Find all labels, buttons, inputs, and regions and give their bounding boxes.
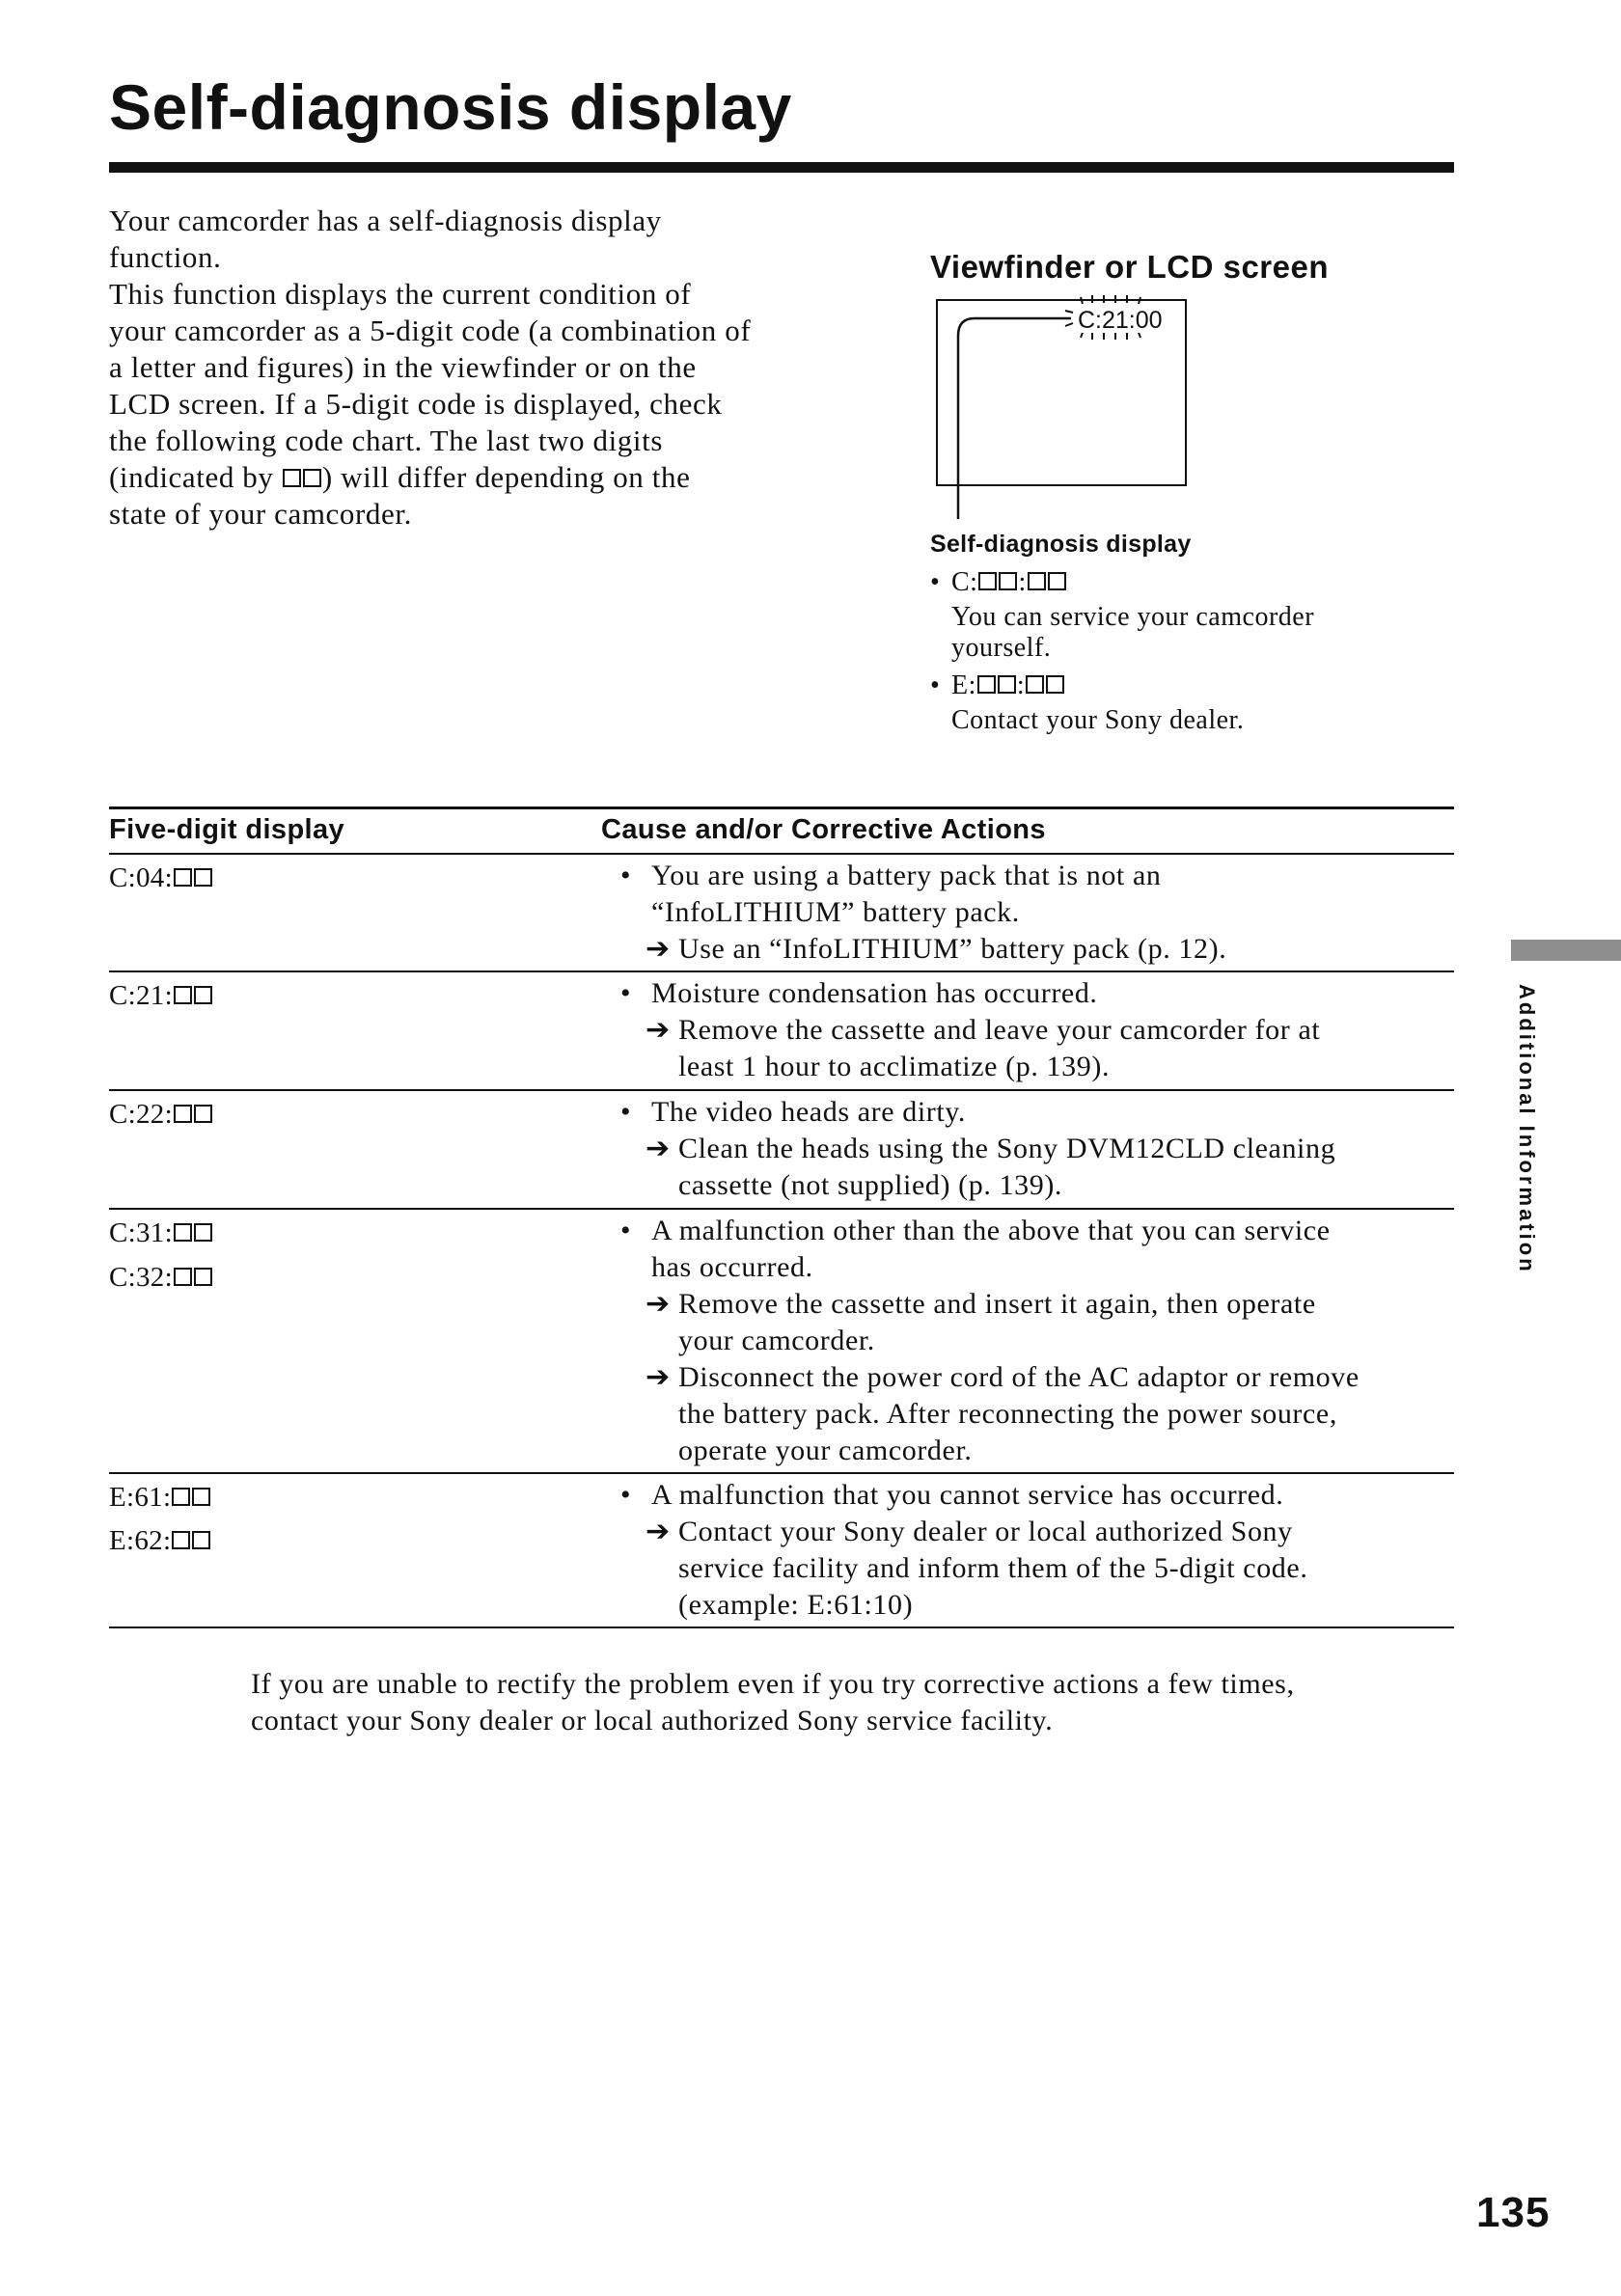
table-row-rule bbox=[109, 1089, 1454, 1091]
bullet: • bbox=[620, 1096, 632, 1128]
cause-line: A malfunction other than the above that you can service bbox=[651, 1215, 1331, 1246]
intro-line: LCD screen. If a 5-digit code is displayed, check bbox=[109, 387, 723, 421]
action-line: your camcorder. bbox=[678, 1325, 875, 1356]
page-number: 135 bbox=[1476, 2189, 1551, 2236]
section-label: Additional Information bbox=[1515, 984, 1539, 1274]
cause-line: A malfunction that you cannot service has occurred. bbox=[651, 1479, 1284, 1511]
page-title: Self-diagnosis display bbox=[109, 71, 792, 143]
bullet: • bbox=[930, 567, 941, 597]
bullet: • bbox=[930, 670, 941, 700]
placeholder-box-icon bbox=[1028, 572, 1046, 590]
action-line: Clean the heads using the Sony DVM12CLD cleaning bbox=[678, 1133, 1336, 1164]
bullet: • bbox=[620, 1479, 632, 1511]
code-text: E:62: bbox=[109, 1525, 172, 1556]
table-code bbox=[109, 1101, 213, 1129]
placeholder-box-icon bbox=[174, 1105, 192, 1123]
diag-code-prefix: C: bbox=[951, 567, 978, 597]
intro-line: the following code chart. The last two digits bbox=[109, 424, 663, 457]
placeholder-box-icon bbox=[174, 986, 192, 1004]
placeholder-box-icon bbox=[998, 675, 1016, 694]
action-line: Disconnect the power cord of the AC adaptor or remove bbox=[678, 1361, 1360, 1393]
code-text: C:04: bbox=[109, 862, 173, 893]
intro-paragraph bbox=[109, 203, 823, 533]
placeholder-box-icon bbox=[194, 1105, 212, 1123]
action-line: (example: E:61:10) bbox=[678, 1589, 914, 1621]
placeholder-box-icon bbox=[174, 1268, 192, 1286]
placeholder-box-icon bbox=[194, 986, 212, 1004]
table-code bbox=[109, 1484, 211, 1512]
intro-line-part: ) will differ depending on the bbox=[321, 460, 691, 494]
arrow-icon: ➔ bbox=[646, 1014, 671, 1046]
table-row-rule bbox=[109, 1208, 1454, 1210]
action-line: Remove the cassette and leave your camcorder for at bbox=[678, 1014, 1321, 1046]
action-line: the battery pack. After reconnecting the power source, bbox=[678, 1398, 1337, 1430]
title-rule bbox=[109, 162, 1454, 173]
cause-line: You are using a battery pack that is not an bbox=[651, 860, 1162, 891]
placeholder-box-icon bbox=[1026, 675, 1044, 694]
table-code bbox=[109, 1264, 213, 1292]
intro-line-part: (indicated by bbox=[109, 460, 282, 494]
placeholder-box-icon bbox=[174, 1223, 192, 1242]
viewfinder-heading: Viewfinder or LCD screen bbox=[930, 249, 1330, 285]
diag-code-prefix: E: bbox=[951, 670, 976, 700]
table-code bbox=[109, 1219, 213, 1247]
placeholder-box-icon bbox=[172, 1531, 190, 1549]
arrow-icon: ➔ bbox=[646, 1361, 671, 1393]
placeholder-box-icon bbox=[977, 675, 996, 694]
arrow-icon: ➔ bbox=[646, 1133, 671, 1164]
code-text: C:31: bbox=[109, 1217, 173, 1248]
action-line: Contact your Sony dealer or local authorized Sony bbox=[678, 1516, 1293, 1547]
table-header-cause: Cause and/or Corrective Actions bbox=[601, 814, 1046, 845]
intro-line: your camcorder as a 5-digit code (a combination of bbox=[109, 314, 752, 347]
action-line: cassette (not supplied) (p. 139). bbox=[678, 1169, 1063, 1201]
table-header-code: Five-digit display bbox=[109, 814, 345, 845]
placeholder-box-icon bbox=[194, 868, 212, 887]
diag-code-sep: : bbox=[1016, 670, 1026, 700]
action-line: Remove the cassette and insert it again, then operate bbox=[678, 1288, 1316, 1320]
bullet: • bbox=[620, 860, 632, 891]
diag-desc-line: You can service your camcorder bbox=[951, 602, 1315, 632]
diag-item-e bbox=[930, 670, 1065, 701]
placeholder-box-icon bbox=[1048, 572, 1066, 590]
placeholder-box-icon bbox=[999, 572, 1017, 590]
placeholder-box-icon bbox=[192, 1488, 210, 1506]
arrow-icon: ➔ bbox=[646, 933, 671, 965]
placeholder-box-icon bbox=[1046, 675, 1064, 694]
placeholder-box-icon bbox=[303, 469, 321, 487]
bullet: • bbox=[620, 1215, 632, 1246]
leader-line bbox=[958, 318, 1071, 519]
action-line: least 1 hour to acclimatize (p. 139). bbox=[678, 1051, 1111, 1082]
footer-note-line: contact your Sony dealer or local authorized Sony service facility. bbox=[251, 1705, 1054, 1736]
cause-line: has occurred. bbox=[651, 1251, 813, 1283]
placeholder-box-icon bbox=[174, 868, 192, 887]
placeholder-box-icon bbox=[978, 572, 997, 590]
table-code bbox=[109, 1527, 211, 1555]
bullet: • bbox=[620, 977, 632, 1009]
arrow-icon: ➔ bbox=[646, 1288, 671, 1320]
table-row-rule bbox=[109, 1472, 1454, 1474]
table-row-rule bbox=[109, 970, 1454, 972]
placeholder-box-icon bbox=[194, 1268, 212, 1286]
placeholder-box-icon bbox=[194, 1223, 212, 1242]
cause-line: “InfoLITHIUM” battery pack. bbox=[651, 896, 1020, 928]
cause-line: The video heads are dirty. bbox=[651, 1096, 967, 1128]
intro-line: function. bbox=[109, 240, 222, 274]
placeholder-box-icon bbox=[283, 469, 301, 487]
diag-code-sep: : bbox=[1018, 567, 1027, 597]
table-bottom-rule bbox=[109, 1626, 1454, 1628]
placeholder-box-icon bbox=[172, 1488, 190, 1506]
code-text: C:32: bbox=[109, 1262, 173, 1293]
footer-note bbox=[251, 1666, 1295, 1739]
code-text: C:21: bbox=[109, 980, 173, 1011]
table-header-rule bbox=[109, 853, 1454, 855]
placeholder-box-icon bbox=[192, 1531, 210, 1549]
viewfinder-code: C:21:00 bbox=[1075, 309, 1166, 333]
intro-line: a letter and figures) in the viewfinder or on the bbox=[109, 350, 697, 384]
action-line: Use an “InfoLITHIUM” battery pack (p. 12). bbox=[678, 933, 1227, 965]
footer-note-line: If you are unable to rectify the problem even if you try corrective actions a few times, bbox=[251, 1668, 1295, 1700]
action-line: service facility and inform them of the 5-digit code. bbox=[678, 1552, 1308, 1584]
code-text: E:61: bbox=[109, 1482, 172, 1513]
intro-line: This function displays the current condition of bbox=[109, 277, 692, 311]
intro-line: state of your camcorder. bbox=[109, 497, 412, 531]
intro-line bbox=[109, 459, 823, 496]
table-top-rule bbox=[109, 806, 1454, 809]
action-line: operate your camcorder. bbox=[678, 1435, 973, 1466]
table-code bbox=[109, 864, 213, 892]
diag-desc-line: Contact your Sony dealer. bbox=[951, 705, 1245, 735]
self-diagnosis-label: Self-diagnosis display bbox=[930, 531, 1192, 558]
diag-item-c bbox=[930, 567, 1067, 598]
diag-desc-line: yourself. bbox=[951, 633, 1052, 663]
section-tab bbox=[1511, 940, 1621, 961]
arrow-icon: ➔ bbox=[646, 1516, 671, 1547]
intro-line: Your camcorder has a self-diagnosis display bbox=[109, 204, 662, 237]
table-code bbox=[109, 982, 213, 1010]
cause-line: Moisture condensation has occurred. bbox=[651, 977, 1098, 1009]
code-text: C:22: bbox=[109, 1099, 173, 1130]
